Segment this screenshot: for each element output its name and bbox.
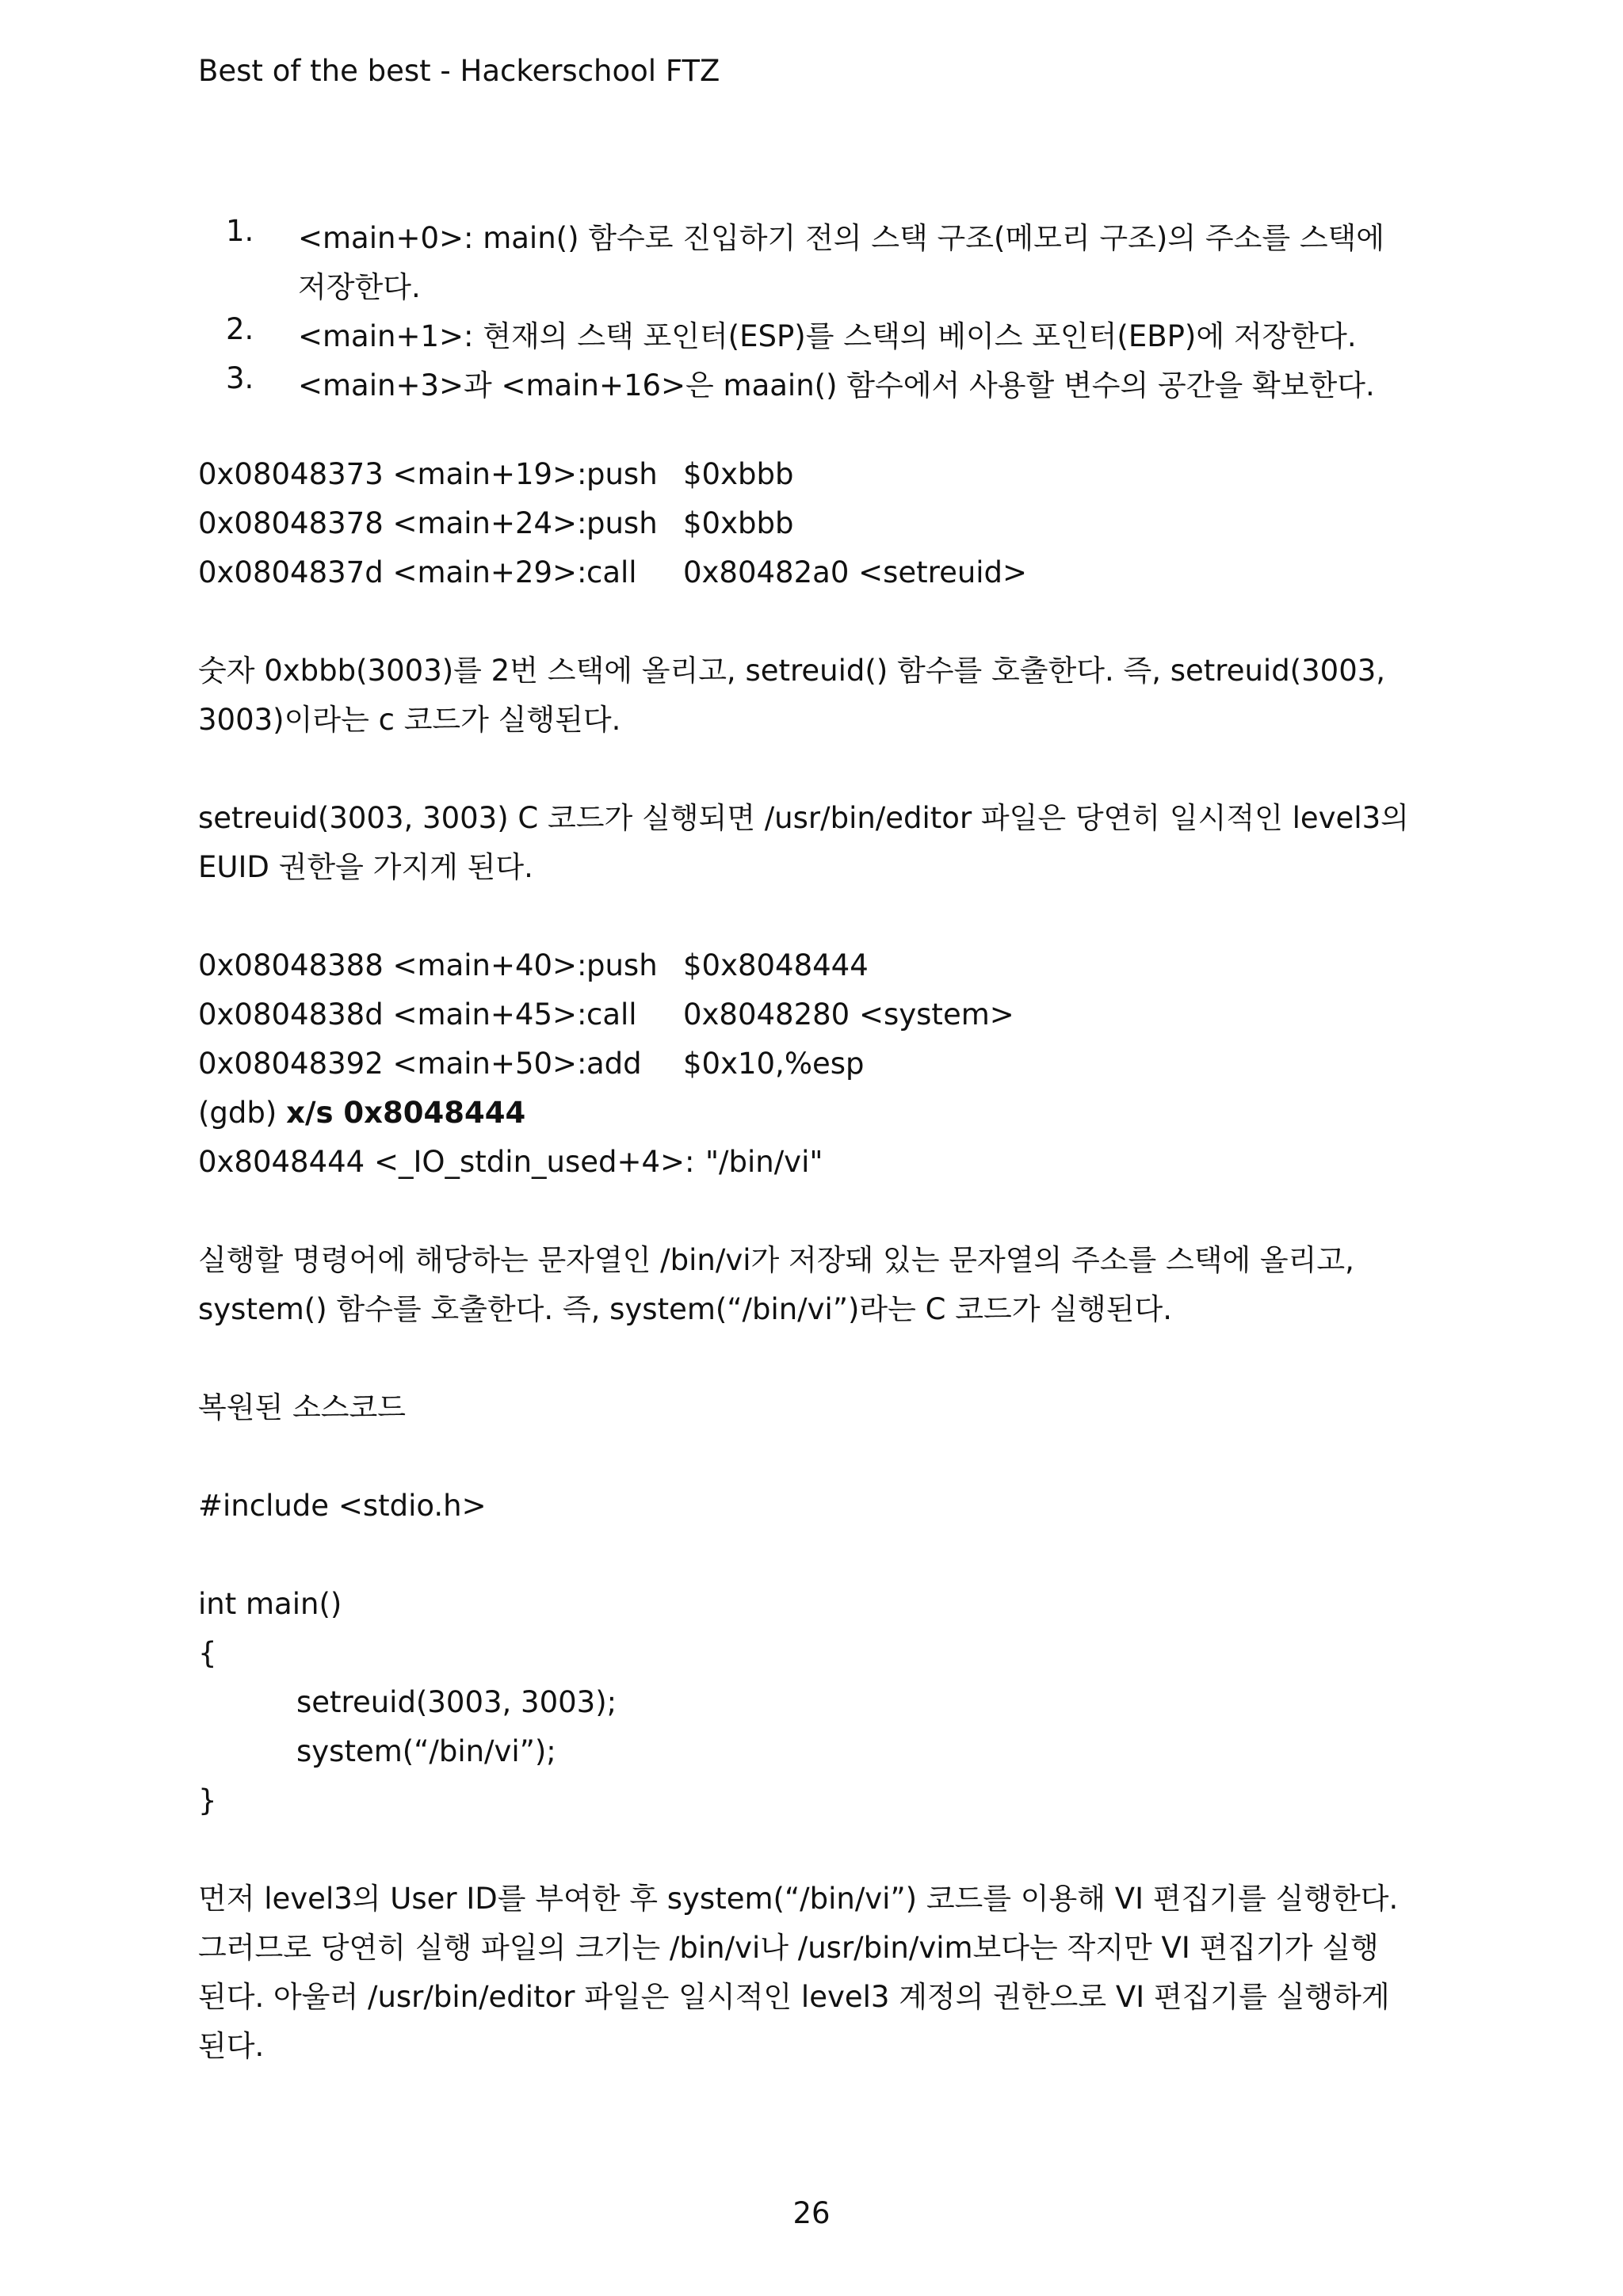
asm-operand: 0x80482a0 <setreuid>	[683, 555, 1028, 589]
asm-opcode: push	[586, 948, 658, 982]
asm-line	[198, 555, 1028, 589]
asm-line	[198, 1047, 865, 1081]
paragraph-line: 먼저 level3의 User ID를 부여한 후 system(“/bin/vi”) 코드를 이용해 VI 편집기를 실행한다.	[198, 1882, 1399, 1916]
paragraph-line: 그러므로 당연히 실행 파일의 크기는 /bin/vi나 /usr/bin/vim보다는 작지만 VI 편집기가 실행	[198, 1931, 1379, 1965]
paragraph-line: 실행할 명령어에 해당하는 문자열인 /bin/vi가 저장돼 있는 문자열의 주소를 스택에 올리고,	[198, 1243, 1354, 1277]
list-number: 2.	[226, 312, 254, 346]
asm-operand: $0xbbb	[683, 457, 794, 491]
list-item-text: <main+0>: main() 함수로 진입하기 전의 스택 구조(메모리 구조)의 주소를 스택에	[298, 221, 1385, 255]
paragraph-line: setreuid(3003, 3003) C 코드가 실행되면 /usr/bin/editor 파일은 당연히 일시적인 level3의	[198, 801, 1409, 835]
asm-operand: $0x10,%esp	[683, 1047, 865, 1081]
asm-address: 0x08048392 <main+50>:	[198, 1047, 587, 1081]
page-number: 26	[792, 2196, 831, 2230]
list-item-text: <main+1>: 현재의 스택 포인터(ESP)를 스택의 베이스 포인터(EBP)에 저장한다.	[298, 319, 1357, 353]
asm-opcode: push	[586, 506, 658, 540]
asm-address: 0x0804838d <main+45>:	[198, 997, 587, 1032]
asm-address: 0x08048378 <main+24>:	[198, 506, 587, 540]
list-number: 1.	[226, 214, 254, 248]
asm-opcode: add	[586, 1047, 642, 1081]
asm-address: 0x08048388 <main+40>:	[198, 948, 587, 982]
code-line: {	[198, 1636, 217, 1670]
paragraph-line: EUID 권한을 가지게 된다.	[198, 850, 533, 884]
paragraph-line: 된다.	[198, 2029, 265, 2063]
memory-value: "/bin/vi"	[705, 1145, 823, 1179]
code-line: }	[198, 1783, 217, 1817]
asm-line	[198, 457, 794, 491]
asm-opcode: call	[586, 555, 637, 589]
list-number: 3.	[226, 361, 254, 395]
gdb-prompt: (gdb)	[198, 1096, 287, 1130]
asm-address: 0x08048373 <main+19>:	[198, 457, 587, 491]
asm-operand: $0x8048444	[683, 948, 869, 982]
asm-operand: 0x8048280 <system>	[683, 997, 1014, 1032]
code-line: system(“/bin/vi”);	[296, 1734, 556, 1768]
asm-line	[198, 506, 794, 540]
running-header: Best of the best - Hackerschool FTZ	[198, 54, 720, 88]
gdb-command-line	[198, 1096, 526, 1130]
code-line: setreuid(3003, 3003);	[296, 1685, 617, 1719]
asm-line	[198, 997, 1014, 1032]
paragraph-line: system() 함수를 호출한다. 즉, system(“/bin/vi”)라는 C 코드가 실행된다.	[198, 1292, 1172, 1326]
asm-line	[198, 948, 869, 982]
paragraph-line: 3003)이라는 c 코드가 실행된다.	[198, 703, 621, 737]
section-title: 복원된 소스코드	[198, 1390, 406, 1425]
asm-opcode: push	[586, 457, 658, 491]
memory-address: 0x8048444 <_IO_stdin_used+4>:	[198, 1145, 695, 1179]
asm-opcode: call	[586, 997, 637, 1032]
paragraph-line: 숫자 0xbbb(3003)를 2번 스택에 올리고, setreuid() 함수를 호출한다. 즉, setreuid(3003,	[198, 654, 1386, 688]
code-line: int main()	[198, 1587, 342, 1621]
list-item-text: 저장한다.	[298, 270, 421, 304]
asm-address: 0x0804837d <main+29>:	[198, 555, 587, 589]
gdb-command: x/s 0x8048444	[286, 1096, 526, 1130]
paragraph-line: 된다. 아울러 /usr/bin/editor 파일은 일시적인 level3 계정의 권한으로 VI 편집기를 실행하게	[198, 1980, 1390, 2014]
asm-operand: $0xbbb	[683, 506, 794, 540]
gdb-output-line	[198, 1147, 823, 1177]
code-line: #include <stdio.h>	[198, 1489, 487, 1523]
list-item-text: <main+3>과 <main+16>은 maain() 함수에서 사용할 변수의 공간을 확보한다.	[298, 368, 1375, 402]
